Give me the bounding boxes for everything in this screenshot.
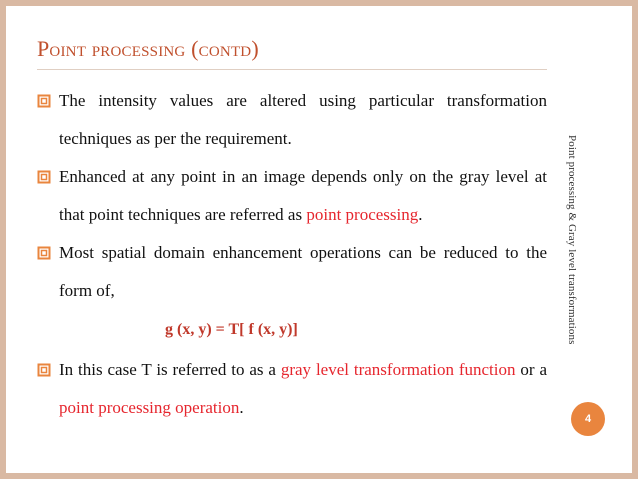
bullet-square-icon [37,170,51,184]
bullet-1 [37,82,547,158]
page-number-badge [571,402,605,436]
left-border [0,0,6,479]
equation: g (x, y) = T[ f (x, y)] [165,321,298,338]
slide-content [37,82,547,427]
vertical-section-label: Point processing & Gray level transformations [566,135,578,345]
bullet-2 [37,158,547,234]
bullet-text-part: . [239,398,244,417]
bullet-3 [37,234,547,310]
bullet-2-text [59,167,547,224]
bullet-text-part: Enhanced at any point in an image depends only on the gray level at that point techniques are referred as [59,167,547,224]
bullet-text-part: In this case T is referred to as a [59,360,281,379]
slide-title: Point processing (contd) [37,36,259,61]
highlighted-term: point processing operation [59,398,240,417]
highlighted-term: point processing [306,205,419,224]
highlighted-term: gray level transformation function [280,360,516,379]
bottom-border [0,473,638,479]
bullet-4 [37,351,547,427]
bullet-1-text [59,91,547,148]
bullet-text-part: The intensity values are altered using particular transformation techniques as per the requirement. [59,91,547,148]
bullet-4-text [59,360,547,417]
title-divider [37,69,547,70]
page-number: 4 [584,413,592,425]
bullet-3-text [59,243,547,300]
top-border [0,0,638,6]
bullet-text-part: or a [515,360,548,379]
bullet-square-icon [37,363,51,377]
right-border [632,0,638,479]
bullet-text-part: . [418,205,423,224]
bullet-square-icon [37,246,51,260]
bullet-text-part: Most spatial domain enhancement operations can be reduced to the form of, [59,243,547,300]
bullet-square-icon [37,94,51,108]
